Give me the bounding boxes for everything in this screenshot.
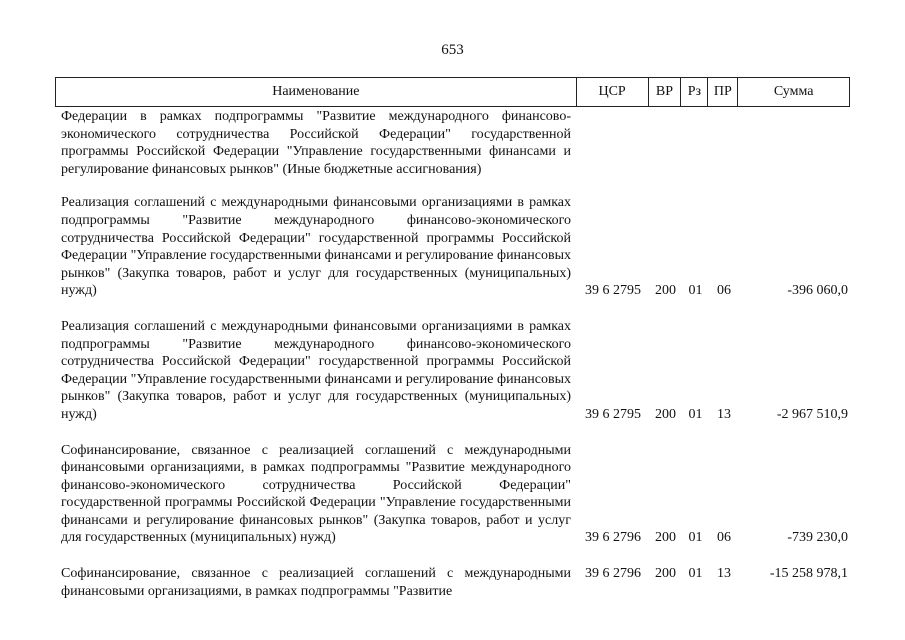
table-row bbox=[55, 565, 850, 600]
row-csr: 39 6 2795 bbox=[585, 283, 641, 299]
row-pr: 13 bbox=[717, 566, 731, 582]
table-row bbox=[55, 442, 850, 548]
row-rz: 01 bbox=[688, 406, 703, 422]
row-pr: 06 bbox=[717, 530, 731, 546]
row-csr: 39 6 2795 bbox=[585, 406, 641, 422]
row-sum: -15 258 978,1 bbox=[769, 566, 848, 582]
row-rz: 01 bbox=[688, 566, 703, 582]
table-row bbox=[55, 108, 850, 178]
row-name: Федерации в рамках подпрограммы "Развитие международного финансово-экономического сотрудничества Российской Федерации" государственной программы Российской Федерации "Управление государственными финансами и регулирование финансовых рынков" (Иные бюджетные ассигнования) bbox=[61, 109, 571, 177]
row-name: Софинансирование, связанное с реализацией соглашений с международными финансовыми организациями, в рамках подпрограммы "Развитие международного финансово-экономического сотрудничества Российской Федерации" государственной программы Российской Федерации "Управление государственными финансами и регулирование финансовых рынков" (Закупка товаров, работ и услуг для государственных (муниципальных) нужд) bbox=[61, 442, 571, 546]
table-header bbox=[55, 77, 850, 107]
header-rz: Рз bbox=[681, 78, 708, 106]
row-csr: 39 6 2796 bbox=[585, 530, 641, 546]
header-vr: ВР bbox=[649, 78, 682, 106]
row-rz: 01 bbox=[688, 530, 703, 546]
header-pr: ПР bbox=[708, 78, 738, 106]
table-body bbox=[55, 108, 850, 618]
row-name: Софинансирование, связанное с реализацией соглашений с международными финансовыми организациями, в рамках подпрограммы "Развитие bbox=[61, 566, 571, 599]
row-rz: 01 bbox=[688, 283, 703, 299]
page-number: 653 bbox=[441, 42, 464, 58]
row-vr: 200 bbox=[655, 406, 676, 422]
row-csr: 39 6 2796 bbox=[585, 566, 641, 582]
row-sum: -739 230,0 bbox=[787, 530, 848, 546]
row-name: Реализация соглашений с международными финансовыми организациями в рамках подпрограммы "Развитие международного финансово-экономического сотрудничества Российской Федерации" государственной программы Российской Федерации "Управление государственными финансами и регулирование финансовых рынков" (Закупка товаров, работ и услуг для государственных (муниципальных) нужд) bbox=[61, 318, 571, 422]
row-name: Реализация соглашений с международными финансовыми организациями в рамках подпрограммы "Развитие международного финансово-экономического сотрудничества Российской Федерации" государственной программы Российской Федерации "Управление государственными финансами и регулирование финансовых рынков" (Закупка товаров, работ и услуг для государственных (муниципальных) нужд) bbox=[61, 195, 571, 299]
row-vr: 200 bbox=[655, 566, 676, 582]
row-sum: -2 967 510,9 bbox=[776, 406, 848, 422]
row-vr: 200 bbox=[655, 530, 676, 546]
table-row bbox=[55, 194, 850, 300]
header-name: Наименование bbox=[56, 78, 577, 106]
table-row bbox=[55, 318, 850, 424]
row-pr: 13 bbox=[717, 406, 731, 422]
header-csr: ЦСР bbox=[577, 78, 649, 106]
row-pr: 06 bbox=[717, 283, 731, 299]
header-sum: Сумма bbox=[773, 84, 814, 99]
row-vr: 200 bbox=[655, 283, 676, 299]
row-sum: -396 060,0 bbox=[787, 283, 848, 299]
